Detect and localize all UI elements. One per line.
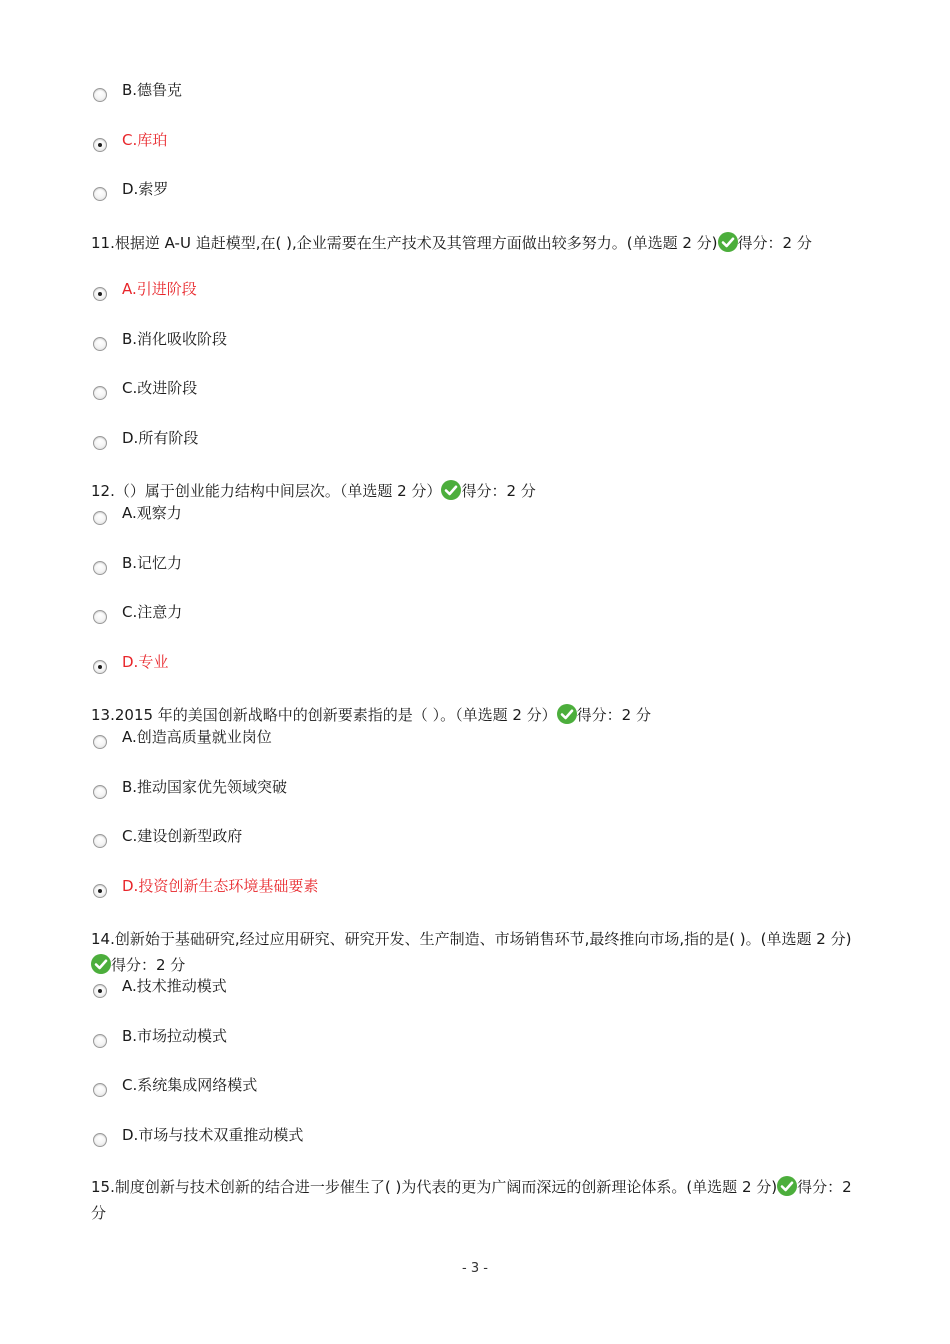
check-icon — [777, 1176, 797, 1196]
radio-button[interactable] — [93, 834, 107, 848]
check-icon — [441, 480, 461, 500]
option-label: C.系统集成网络模式 — [122, 1076, 258, 1094]
score-text: 得分：2 分 — [91, 1178, 852, 1222]
question-text: 12.（）属于创业能力结构中间层次。（单选题 2 分） — [91, 482, 442, 500]
score-text: 得分：2 分 — [461, 482, 536, 500]
radio-button[interactable] — [93, 1133, 107, 1147]
option-label: D.市场与技术双重推动模式 — [122, 1126, 304, 1144]
check-icon — [91, 954, 111, 974]
radio-button-selected[interactable] — [93, 660, 107, 674]
score-text: 得分：2 分 — [737, 234, 812, 252]
radio-button[interactable] — [93, 735, 107, 749]
option-label: B.市场拉动模式 — [122, 1027, 228, 1045]
radio-button[interactable] — [93, 561, 107, 575]
check-icon — [557, 704, 577, 724]
radio-dot — [98, 292, 102, 296]
option-label: C.注意力 — [122, 603, 183, 621]
option-label: A.创造高质量就业岗位 — [122, 728, 272, 746]
radio-button[interactable] — [93, 386, 107, 400]
score-text: 得分：2 分 — [111, 956, 186, 974]
question-text: 14.创新始于基础研究,经过应用研究、研究开发、生产制造、市场销售环节,最终推向市场,指的是( )。(单选题 2 分) — [91, 930, 852, 948]
radio-button[interactable] — [93, 1083, 107, 1097]
radio-button-selected[interactable] — [93, 287, 107, 301]
radio-button[interactable] — [93, 511, 107, 525]
check-icon — [718, 232, 738, 252]
option-label: B.德鲁克 — [122, 81, 183, 99]
option-label: A.引进阶段 — [122, 280, 197, 298]
question-12 — [91, 478, 866, 504]
question-13 — [91, 702, 866, 728]
question-text: 15.制度创新与技术创新的结合进一步催生了( )为代表的更为广阔而深远的创新理论体系。(单选题 2 分) — [91, 1178, 778, 1196]
option-label: B.推动国家优先领域突破 — [122, 778, 288, 796]
question-14 — [91, 926, 866, 978]
question-11 — [91, 230, 866, 256]
radio-button[interactable] — [93, 436, 107, 450]
option-label: C.建设创新型政府 — [122, 827, 243, 845]
radio-dot — [98, 989, 102, 993]
score-text: 得分：2 分 — [576, 706, 651, 724]
question-15 — [91, 1174, 866, 1226]
question-text: 13.2015 年的美国创新战略中的创新要素指的是（ ）。（单选题 2 分） — [91, 706, 557, 724]
radio-button[interactable] — [93, 610, 107, 624]
question-text: 11.根据逆 A-U 追赶模型,在( ),企业需要在生产技术及其管理方面做出较多努力。(单选题 2 分) — [91, 234, 718, 252]
radio-button[interactable] — [93, 187, 107, 201]
radio-button-selected[interactable] — [93, 984, 107, 998]
radio-button[interactable] — [93, 785, 107, 799]
radio-button-selected[interactable] — [93, 884, 107, 898]
radio-dot — [98, 889, 102, 893]
page-number: - 3 - — [462, 1261, 488, 1276]
option-label: C.库珀 — [122, 131, 168, 149]
option-label: B.消化吸收阶段 — [122, 330, 228, 348]
option-label: A.观察力 — [122, 504, 182, 522]
radio-dot — [98, 665, 102, 669]
radio-button[interactable] — [93, 337, 107, 351]
option-label: D.投资创新生态环境基础要素 — [122, 877, 319, 895]
option-label: D.索罗 — [122, 180, 169, 198]
radio-dot — [98, 143, 102, 147]
option-label: C.改进阶段 — [122, 379, 198, 397]
radio-button[interactable] — [93, 1034, 107, 1048]
option-label: D.专业 — [122, 653, 169, 671]
radio-button-selected[interactable] — [93, 138, 107, 152]
option-label: A.技术推动模式 — [122, 977, 227, 995]
radio-button[interactable] — [93, 88, 107, 102]
option-label: D.所有阶段 — [122, 429, 199, 447]
option-label: B.记忆力 — [122, 554, 183, 572]
